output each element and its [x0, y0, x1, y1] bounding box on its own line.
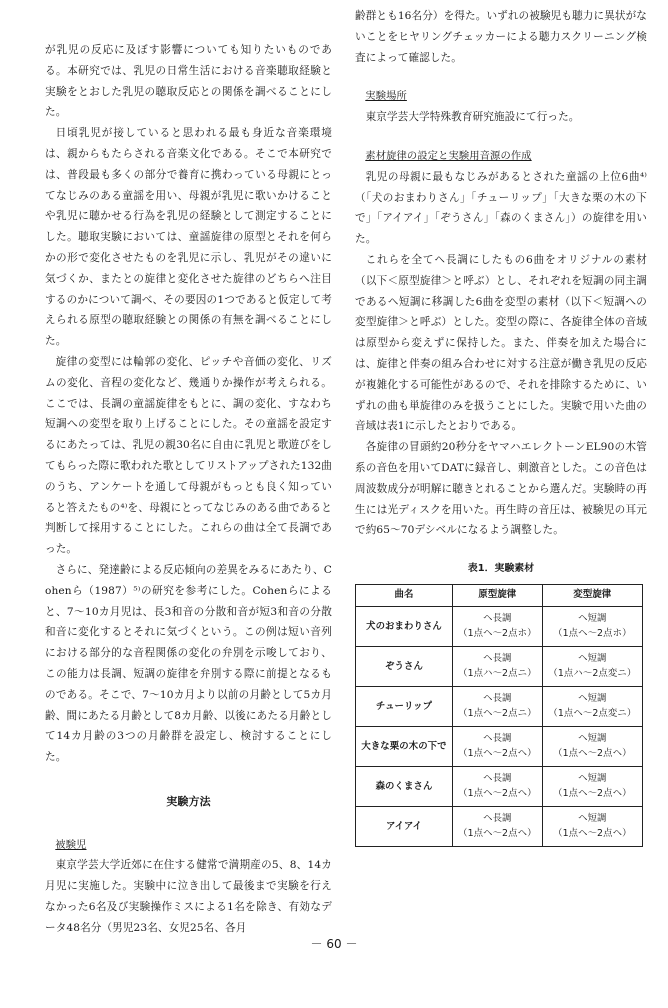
variant-range: （1点ヘ～2点変ニ） [548, 708, 637, 720]
original-range: （1点ヘ～2点ヘ） [458, 788, 537, 800]
variant-range: （1点ハ～2点変ニ） [548, 668, 637, 680]
table-header-row [356, 584, 643, 606]
variant-key: ヘ短調 [578, 693, 607, 705]
original-key: ヘ長調 [483, 693, 512, 705]
intro-paragraph-2: 日頃乳児が接していると思われる最も身近な音楽環境は、親からもたらされる音楽文化である。そこで本研究では、普段最も多くの部分で養育に携わっている母親にとってなじみのある童謡を用い、母親が乳児に歌いかけることや乳児に聴かせる行為を乳児の経験として測定することにした。聴取実験においては、童謡旋律の原型とそれを何らかの形で変化させたものを乳児に示し、乳児がその違いに気づくか、またとの旋律と変化させた旋律のどちらへ注目するのかについて調べ、その要因の1つであると仮定して考えられる原型の聴取経験との関係の有無を調べることにした。 [45, 127, 332, 348]
original-key: ヘ長調 [483, 653, 512, 665]
variant-key: ヘ短調 [578, 813, 607, 825]
original-key: ヘ長調 [483, 613, 512, 625]
original-range: （1点ヘ～2点ホ） [458, 628, 537, 640]
song-name: 大きな栗の木の下で [356, 726, 453, 766]
subjects-heading: 被験児 [55, 838, 87, 851]
variant-key: ヘ短調 [578, 653, 607, 665]
original-cell [453, 766, 543, 806]
table-row [356, 606, 643, 646]
original-range: （1点ヘ～2点ニ） [458, 708, 537, 720]
intro-paragraph-3: 旋律の変型には輪郭の変化、ピッチや音価の変化、リズムの変化、音程の変化など、幾通りか操作が考えられる。ここでは、長調の童謡旋律をもとに、調の変化、すなわち短調への変型を取り上げることにした。その童謡を設定するにあたっては、乳児の親30名に自由に乳児と歌遊びをしてもらった際に歌われた歌としてリストアップされた132曲のうち、アンケートを通して母親がもっとも良く知っていると答えたもの⁴⁾を、母親にとってなじみのある曲であると判断して採用することにした。これらの曲は全て長調であった。 [45, 355, 332, 556]
intro-paragraph-4: さらに、発達齢による反応傾向の差異をみるにあたり、Cohenら（1987）⁵⁾の研究を参考にした。Cohenらによると、7～10カ月児は、長3和音の分散和音が短3和音の分散和音に変化するとそれに気づくという。この例は短い音列における部分的な音程関係の変化の弁別を示唆しており、この能力は長調、短調の旋律を弁別する際に前提となるものである。そこで、7～10カ月より以前の月齢として5カ月齢、間にあたる月齢として8カ月齢、以後にあたる月齢として14カ月齢の3つの月齢群を設定し、検討することにした。 [45, 563, 332, 764]
materials-paragraph-1: 乳児の母親に最もなじみがあるとされた童謡の上位6曲⁴⁾（「犬のおまわりさん」「チューリップ」「大きな栗の木の下で」「アイアイ」「ぞうさん」「森のくまさん」）の旋律を用いた。 [355, 170, 647, 246]
song-name: 犬のおまわりさん [356, 606, 453, 646]
table-row [356, 646, 643, 686]
variant-cell [542, 726, 642, 766]
header-song-name: 曲名 [356, 584, 453, 606]
variant-cell [542, 606, 642, 646]
header-original: 原型旋律 [453, 584, 543, 606]
original-cell [453, 606, 543, 646]
variant-cell [542, 766, 642, 806]
subjects-paragraph: 東京学芸大学近郊に在住する健常で満期産の5、8、14カ月児に実施した。実験中に泣き出して最後まで実験を行えなかった6名及び実験操作ミスによる1名を除き、有効なデータ48名分（男児23名、女児25名、各月 [45, 859, 332, 934]
intro-paragraph-1: が乳児の反応に及ぼす影響についても知りたいものである。本研究では、乳児の日常生活における音楽聴取経験と実験をとおした乳児の聴取反応との関係を調べることにした。 [45, 44, 332, 119]
song-name: アイアイ [356, 806, 453, 846]
variant-range: （1点ヘ～2点ホ） [553, 628, 632, 640]
original-key: ヘ長調 [483, 813, 512, 825]
original-cell [453, 726, 543, 766]
original-key: ヘ長調 [483, 773, 512, 785]
variant-range: （1点ヘ～2点ヘ） [553, 828, 632, 840]
section-title-methods: 実験方法 [166, 794, 211, 808]
left-column [45, 40, 332, 939]
original-cell [453, 806, 543, 846]
variant-key: ヘ短調 [578, 733, 607, 745]
table-row [356, 806, 643, 846]
right-column [355, 6, 647, 847]
original-key: ヘ長調 [483, 733, 512, 745]
table-caption: 表1．実験素材 [467, 563, 535, 575]
original-cell [453, 686, 543, 726]
variant-range: （1点ヘ～2点ヘ） [553, 748, 632, 760]
original-range: （1点ヘ～2点ヘ） [458, 748, 537, 760]
materials-table [355, 584, 643, 847]
variant-key: ヘ短調 [578, 773, 607, 785]
location-paragraph: 東京学芸大学特殊教育研究施設にて行った。 [365, 111, 580, 124]
materials-paragraph-3: 各旋律の冒頭約20秒分をヤマハエレクトーンEL90の木管系の音色を用いてDATに録音し、刺激音とした。この音色は周波数成分が明解に聴きとれることから選んだ。実験時の再生には光ディスクを用いた。再生時の音圧は、被験児の耳元で約65～70デシベルになるよう調整した。 [355, 441, 647, 537]
variant-cell [542, 646, 642, 686]
materials-paragraph-2: これらを全てヘ長調にしたもの6曲をオリジナルの素材（以下＜原型旋律＞と呼ぶ）とし、それぞれを短調の同主調であるヘ短調に移調した6曲を変型の素材（以下＜短調への変型旋律＞と呼ぶ）とした。変型の際に、各旋律全体の音域は原型から変えずに保持した。また、伴奏を加えた場合には、旋律と伴奏の組み合わせに対する注意が働き乳児の反応が複雑化する可能性があるので、それを排除するために、いずれの曲も単旋律のみを扱うことにした。実験で用いた曲の音域は表1に示したとおりである。 [355, 253, 647, 433]
original-range: （1点ヘ～2点ヘ） [458, 828, 537, 840]
song-name: ぞうさん [356, 646, 453, 686]
table-row [356, 766, 643, 806]
subjects-continuation: 齢群とも16名分）を得た。いずれの被験児も聴力に異状がないことをヒヤリングチェッカーによる聴力スクリーニング検査によって確認した。 [355, 10, 647, 64]
original-range: （1点ハ～2点ニ） [458, 668, 537, 680]
header-variant: 変型旋律 [542, 584, 642, 606]
table-row [356, 726, 643, 766]
location-heading: 実験場所 [365, 90, 407, 103]
original-cell [453, 646, 543, 686]
table-row [356, 686, 643, 726]
song-name: 森のくまさん [356, 766, 453, 806]
variant-key: ヘ短調 [578, 613, 607, 625]
variant-cell [542, 686, 642, 726]
materials-heading: 素材旋律の設定と実験用音源の作成 [365, 149, 532, 162]
variant-cell [542, 806, 642, 846]
variant-range: （1点ヘ～2点ヘ） [553, 788, 632, 800]
page-number: － 60 － [310, 937, 358, 951]
song-name: チューリップ [356, 686, 453, 726]
